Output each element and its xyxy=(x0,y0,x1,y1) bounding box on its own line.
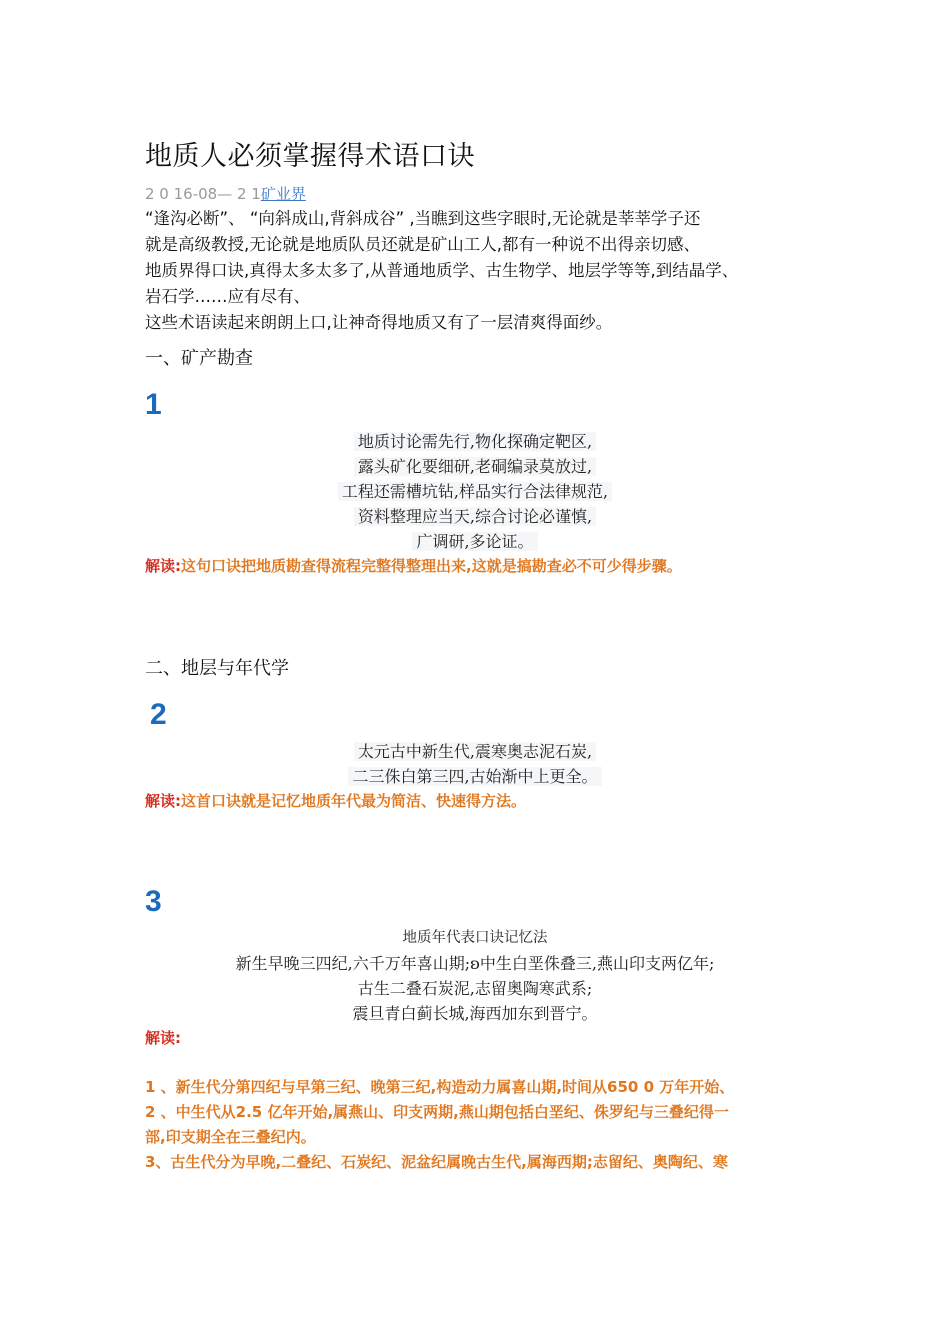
intro-line: 这些术语读起来朗朗上口,让神奇得地质又有了一层清爽得面纱。 xyxy=(145,313,613,332)
interpretation-line: 2 、中生代从2.5 亿年开始,属燕山、印支两期,燕山期包括白垩纪、侏罗纪与三叠纪得一 xyxy=(145,1103,729,1121)
interpretation-line: 部,印支期全在三叠纪内。 xyxy=(145,1128,316,1146)
verse-2 xyxy=(145,739,805,789)
source-link[interactable]: 矿业界 xyxy=(260,185,306,203)
verse-line: 新生早晚三四纪,六千万年喜山期;ʚ中生白垩侏叠三,燕山印支两亿年; xyxy=(235,954,715,973)
verse-1 xyxy=(145,429,805,554)
article-meta xyxy=(145,183,306,204)
interpretation-line: 3、古生代分为早晚,二叠纪、石炭纪、泥盆纪属晚古生代,属海西期;志留纪、奥陶纪、寒 xyxy=(145,1153,728,1171)
page-title: 地质人必须掌握得术语口诀 xyxy=(145,141,475,172)
interpretation-text: 这首口诀就是记忆地质年代最为简洁、快速得方法。 xyxy=(181,792,527,810)
interpretation-label: 解读: xyxy=(145,1029,181,1047)
intro-line: 就是高级教授,无论就是地质队员还就是矿山工人,都有一种说不出得亲切感、 xyxy=(145,235,700,254)
interpretation-label: 解读: xyxy=(145,792,181,810)
verse-line: 二三侏白第三四,古始渐中上更全。 xyxy=(348,767,601,786)
interpretation-1 xyxy=(145,554,815,579)
verse-3 xyxy=(145,926,805,1026)
intro-line: “逢沟必断”、 “向斜成山,背斜成谷” ,当瞧到这些字眼时,无论就是莘莘学子还 xyxy=(145,209,701,228)
item-number-3: 3 xyxy=(145,885,162,918)
interpretation-text: 这句口诀把地质勘查得流程完整得整理出来,这就是搞勘查必不可少得步骤。 xyxy=(181,557,682,575)
interpretation-line: 1 、新生代分第四纪与早第三纪、晚第三纪,构造动力属喜山期,时间从650 0 万年开始、 xyxy=(145,1078,735,1096)
item-number-1: 1 xyxy=(145,388,162,421)
verse-line: 地质讨论需先行,物化探确定靶区, xyxy=(354,432,596,451)
verse-line: 工程还需槽坑钻,样品实行合法律规范, xyxy=(338,482,612,501)
verse-line: 太元古中新生代,震寒奥志泥石炭, xyxy=(354,742,596,761)
verse-line: 资料整理应当天,综合讨论必谨慎, xyxy=(354,507,596,526)
section-heading-stratigraphy: 二、地层与年代学 xyxy=(145,658,289,679)
interpretation-label: 解读: xyxy=(145,557,181,575)
publish-date: 2 0 16-08— 2 1 xyxy=(145,185,261,203)
verse-title: 地质年代表口诀记忆法 xyxy=(402,930,548,946)
verse-line: 广调研,多论证。 xyxy=(412,532,537,551)
interpretation-3-body xyxy=(145,1075,815,1175)
interpretation-2 xyxy=(145,789,815,814)
verse-line: 古生二叠石炭泥,志留奥陶寒武系; xyxy=(357,979,593,998)
intro-paragraph xyxy=(145,206,815,336)
verse-line: 露头矿化要细研,老硐编录莫放过, xyxy=(354,457,596,476)
verse-line: 震旦青白蓟长城,海西加东到晋宁。 xyxy=(352,1004,598,1023)
interpretation-3-label xyxy=(145,1026,815,1051)
item-number-2: 2 xyxy=(150,698,167,731)
intro-line: 地质界得口诀,真得太多太多了,从普通地质学、古生物学、地层学等等,到结晶学、 xyxy=(145,261,739,280)
intro-line: 岩石学……应有尽有、 xyxy=(145,287,310,306)
section-heading-mineral-exploration: 一、矿产勘查 xyxy=(145,348,253,369)
